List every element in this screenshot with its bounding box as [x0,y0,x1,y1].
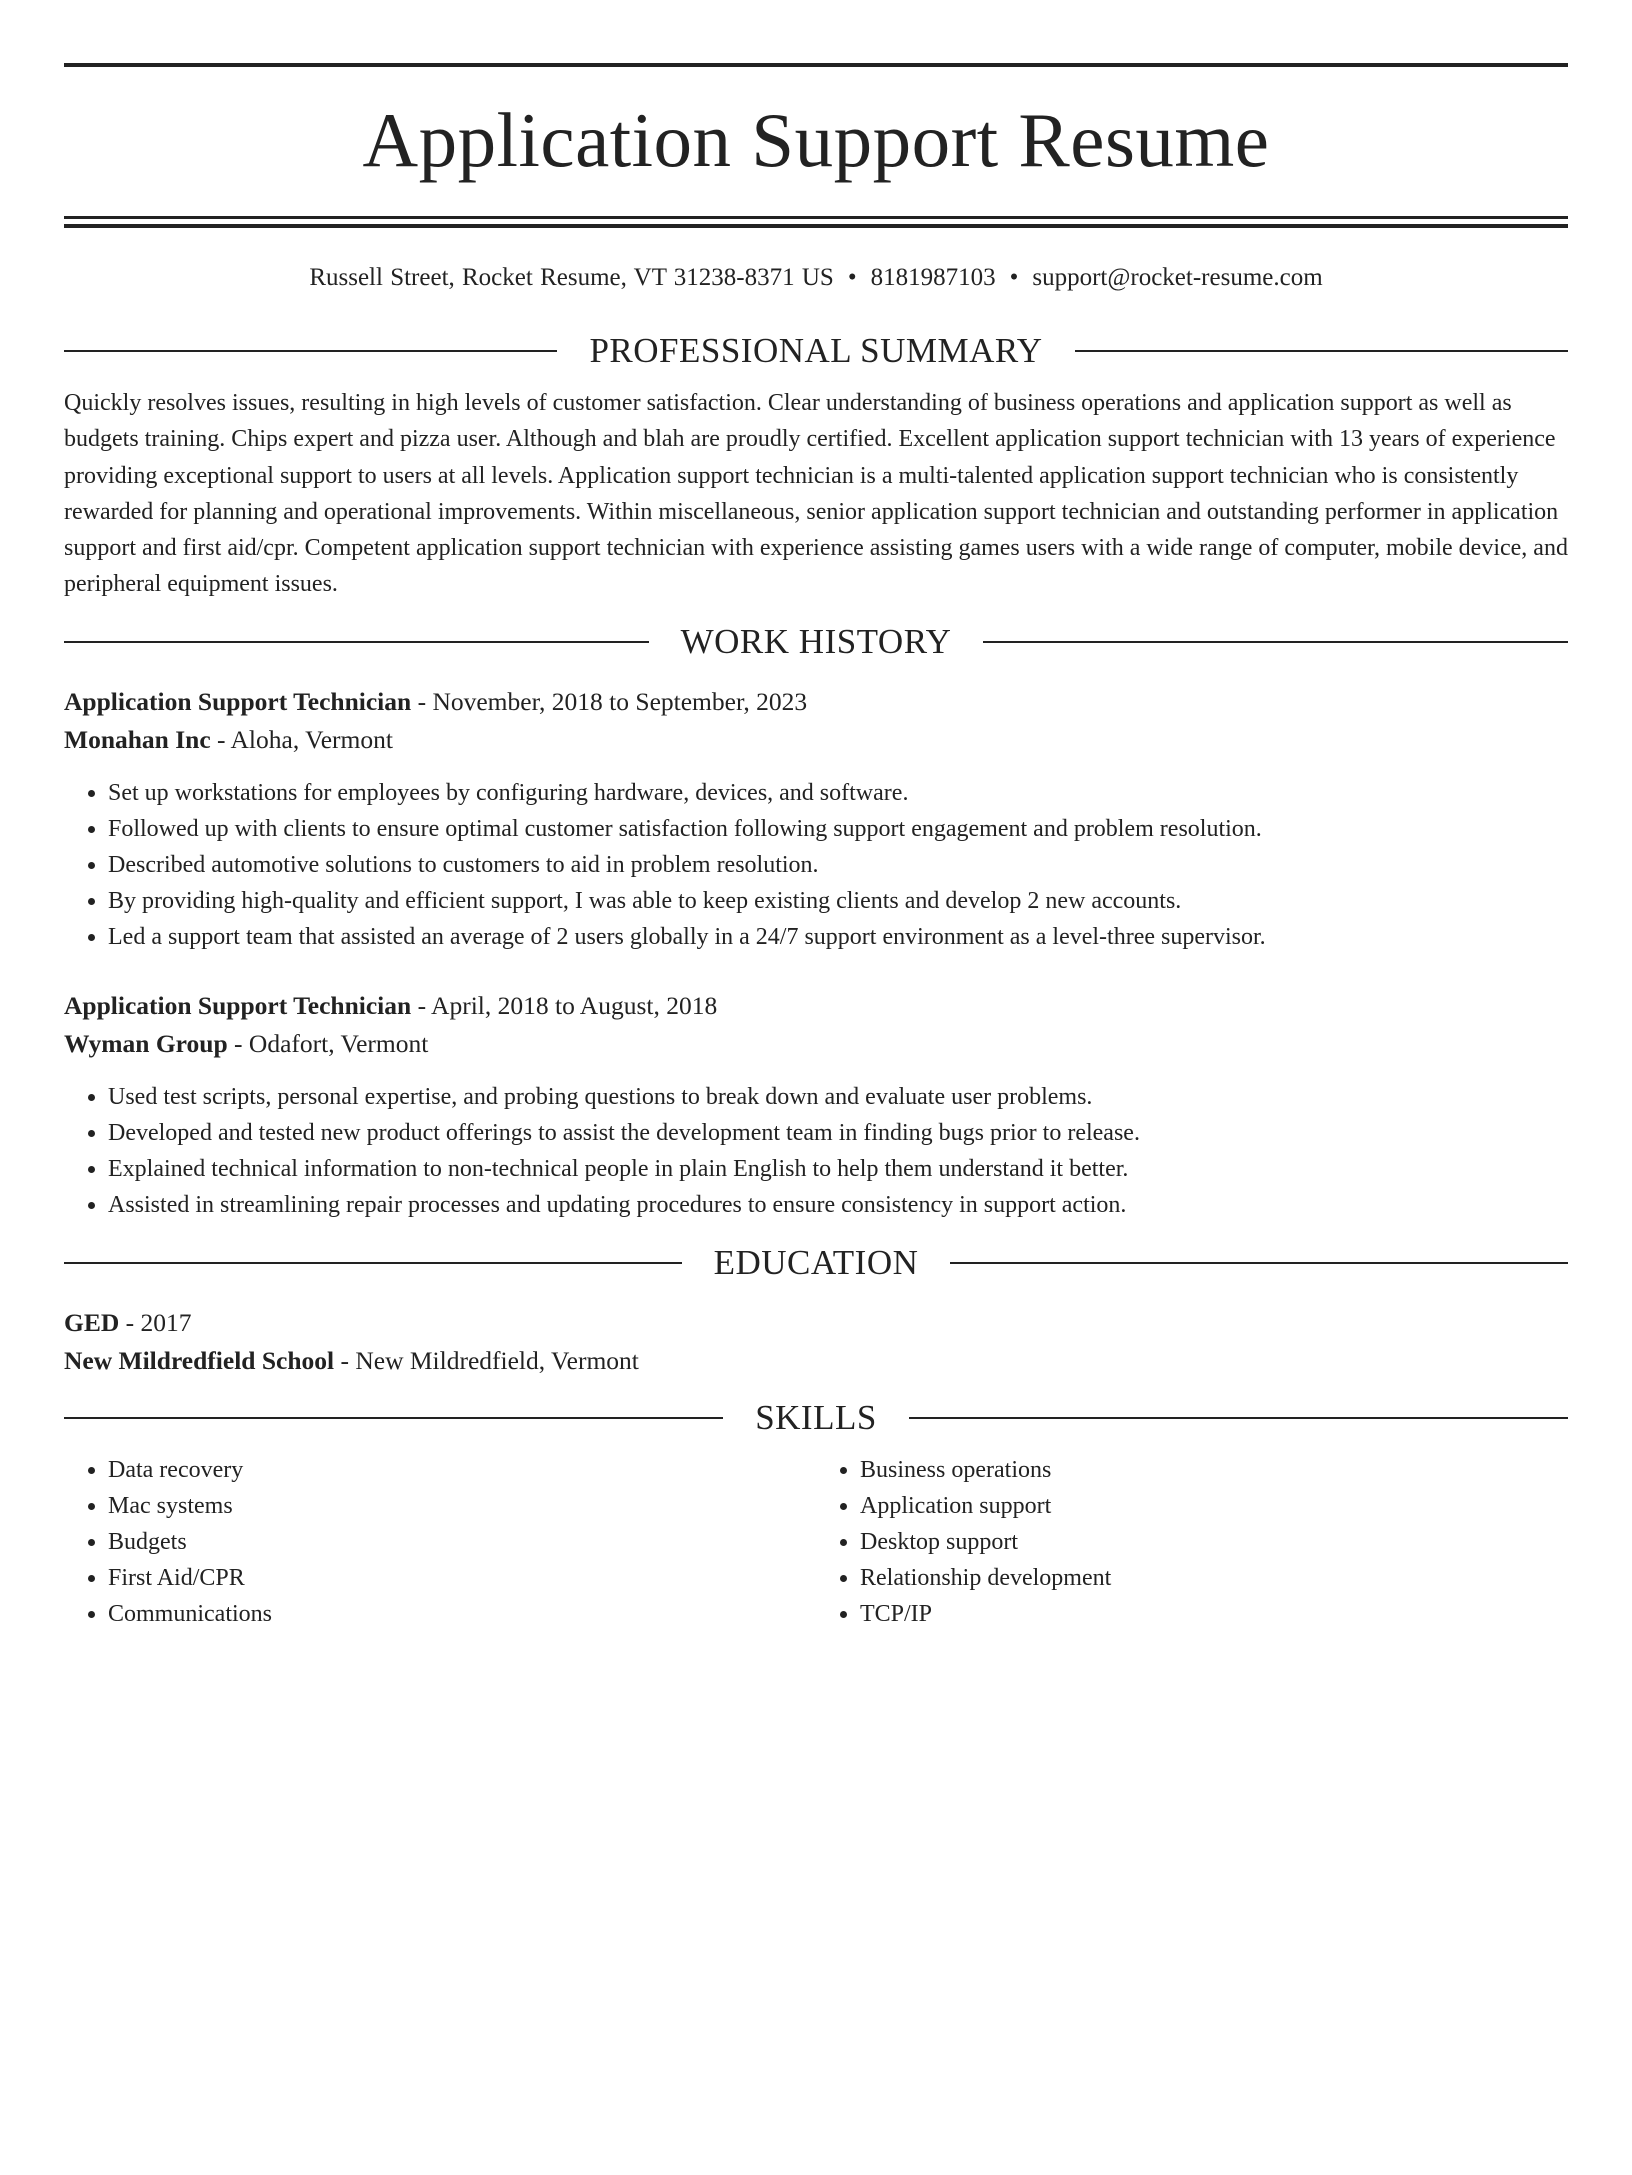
job-bullet-list [64,1079,1568,1223]
heading-rule-left [64,350,557,352]
contact-address: Russell Street, Rocket Resume, VT 31238-8371 US [309,264,834,291]
title-double-rule [64,216,1568,228]
job-location: - Odafort, Vermont [227,1028,429,1058]
contact-phone: 8181987103 [870,264,996,291]
summary-heading-label: PROFESSIONAL SUMMARY [589,331,1043,370]
heading-rule-right [1075,350,1568,352]
skills-columns [64,1452,1568,1632]
work-heading-label: WORK HISTORY [680,621,952,661]
job-company: Wyman Group [64,1028,228,1058]
job-bullet: • Developed and tested new product offerings to assist the development team in finding bugs prior to release. [108,1115,1568,1151]
job-title-line [64,683,1568,721]
job-bullet: • Set up workstations for employees by configuring hardware, devices, and software. [108,775,1568,811]
job-bullet: • By providing high-quality and efficient support, I was able to keep existing clients and develop 2 new accounts. [108,883,1568,919]
job-title: Application Support Technician [64,686,412,716]
summary-section-heading [64,331,1568,371]
job-entry [64,683,1568,955]
skills-heading-label: SKILLS [755,1397,877,1437]
job-bullet: • Explained technical information to non-technical people in plain English to help them understand it better. [108,1151,1568,1187]
heading-rule-right [950,1262,1568,1264]
resume-title: Application Support Resume [362,97,1270,183]
top-rule [64,63,1568,67]
skill-item: • Relationship development [860,1560,1568,1596]
job-title: Application Support Technician [64,990,412,1020]
skill-item: • Data recovery [108,1452,816,1488]
education-entry [64,1304,1568,1380]
education-location: - New Mildredfield, Vermont [334,1345,639,1375]
job-bullet-list [64,775,1568,955]
education-section-heading [64,1243,1568,1283]
education-degree: GED [64,1307,120,1337]
summary-text: Quickly resolves issues, resulting in high levels of customer satisfaction. Clear understanding of business operations and application support as well as budgets training. Chips expert and pizza user. Although and blah are proudly certified. Excellent application support technician with 13 years of experience providing exceptional support to users at all levels. Application support technician is a multi-talented application support technician who is consistently rewarded for planning and operational improvements. Within miscellaneous, senior application support technician and outstanding performer in application support and first aid/cpr. Competent application support technician with experience assisting games users with a wide range of computer, mobile device, and peripheral equipment issues. [64,390,1568,598]
contact-separator: • [847,264,857,291]
education-degree-line [64,1304,1568,1342]
skill-item: • Application support [860,1488,1568,1524]
skills-section-heading [64,1398,1568,1438]
job-company-line [64,721,1568,759]
education-year: - 2017 [119,1307,192,1337]
skill-item: • Budgets [108,1524,816,1560]
skills-list-left [64,1452,816,1632]
job-bullet: • Assisted in streamlining repair processes and updating procedures to ensure consistency in support action. [108,1187,1568,1223]
skills-list-right [816,1452,1568,1632]
skill-item: • Desktop support [860,1524,1568,1560]
heading-rule-left [64,1262,682,1264]
heading-rule-left [64,641,649,643]
job-dates: - November, 2018 to September, 2023 [411,686,808,716]
skill-item: • Communications [108,1596,816,1632]
contact-email: support@rocket-resume.com [1032,264,1323,291]
heading-rule-left [64,1417,723,1419]
skill-item: • Mac systems [108,1488,816,1524]
job-location: - Aloha, Vermont [210,724,393,754]
job-bullet: • Used test scripts, personal expertise, and probing questions to break down and evaluate user problems. [108,1079,1568,1115]
contact-separator: • [1009,264,1019,291]
job-company-line [64,1025,1568,1063]
job-bullet: • Described automotive solutions to customers to aid in problem resolution. [108,847,1568,883]
skill-item: • First Aid/CPR [108,1560,816,1596]
job-title-line [64,987,1568,1025]
job-dates: - April, 2018 to August, 2018 [411,990,718,1020]
skill-item: • Business operations [860,1452,1568,1488]
job-company: Monahan Inc [64,724,211,754]
contact-line [64,262,1568,294]
job-bullet: • Followed up with clients to ensure optimal customer satisfaction following support engagement and problem resolution. [108,811,1568,847]
education-school: New Mildredfield School [64,1345,335,1375]
education-school-line [64,1342,1568,1380]
work-section-heading [64,622,1568,662]
education-heading-label: EDUCATION [713,1242,919,1282]
skill-item: • TCP/IP [860,1596,1568,1632]
job-bullet: • Led a support team that assisted an average of 2 users globally in a 24/7 support environment as a level-three supervisor. [108,919,1568,955]
resume-page [0,63,1632,2175]
heading-rule-right [909,1417,1568,1419]
job-entry [64,987,1568,1223]
heading-rule-right [983,641,1568,643]
